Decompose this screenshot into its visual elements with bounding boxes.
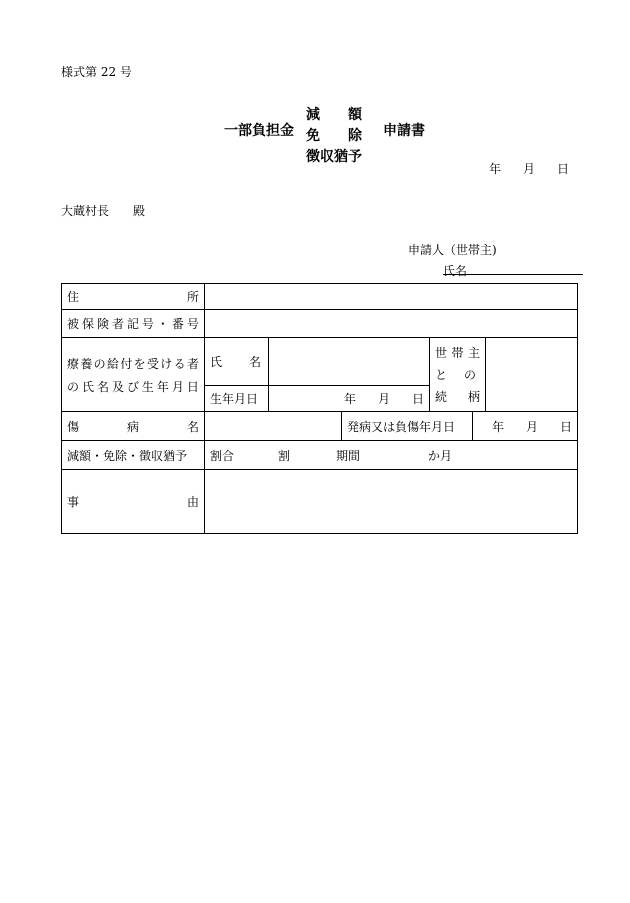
onset-label: 発病又は負傷年月日 [347, 419, 456, 434]
onset-date-value[interactable] [473, 412, 578, 441]
insurance-label-cell [62, 310, 205, 338]
title-option-exemption: 免 除 [306, 128, 362, 144]
relation-value[interactable] [486, 338, 578, 412]
birth-day: 日 [411, 392, 424, 406]
insurance-label: 被 保 険 者 記 号 ・ 番 号 [67, 317, 199, 331]
relation-label-line2: と の [435, 368, 476, 382]
birth-month: 月 [377, 392, 390, 406]
reason-label: 事 由 [67, 495, 199, 509]
reason-row [62, 470, 578, 534]
birth-date-value[interactable] [269, 386, 430, 412]
relation-label-cell [430, 338, 486, 412]
period-label: 期間 [336, 448, 361, 463]
reason-value[interactable] [205, 470, 578, 534]
ratio-label: 割合 [210, 448, 235, 463]
onset-label-cell [342, 412, 473, 441]
birth-label: 生年月日 [210, 392, 259, 406]
application-date [489, 160, 569, 177]
disease-value[interactable] [205, 412, 342, 441]
period-unit: か月 [428, 448, 453, 463]
date-month: 月 [523, 162, 536, 176]
onset-month: 月 [526, 419, 539, 434]
patient-name-label-cell [205, 338, 269, 386]
date-year: 年 [489, 162, 502, 176]
title-option-reduction: 減 額 [306, 107, 362, 123]
patient-row-1 [62, 338, 578, 386]
birth-year: 年 [343, 392, 356, 406]
disease-label: 傷 病 名 [67, 419, 199, 434]
disease-row [62, 412, 578, 441]
applicant-label: 申請人（世帯主) [408, 243, 497, 257]
relation-label-line3: 続 柄 [435, 390, 480, 404]
addressee: 大蔵村長 殿 [61, 204, 146, 218]
title-option-deferral: 徴収猶予 [306, 149, 362, 165]
patient-label-line1: 療 養 の 給 付 を 受 け る 者 [67, 356, 199, 371]
application-form-table [61, 283, 578, 534]
type-label-cell [62, 441, 205, 470]
title-prefix: 一部負担金 [224, 123, 294, 139]
applicant-name-label: 氏名 [443, 264, 468, 278]
reason-label-cell [62, 470, 205, 534]
applicant-name-line [443, 274, 583, 275]
ratio-unit: 割 [278, 448, 291, 463]
patient-name-label: 氏 名 [210, 355, 261, 369]
address-label: 住 所 [67, 290, 199, 304]
birth-label-cell [205, 386, 269, 412]
date-day: 日 [557, 162, 570, 176]
insurance-value[interactable] [205, 310, 578, 338]
type-label: 減額・免除・徴収猶予 [67, 448, 188, 463]
patient-label-cell [62, 338, 205, 412]
relation-label-line1: 世 帯 主 [435, 346, 480, 360]
patient-name-value[interactable] [269, 338, 430, 386]
title-suffix: 申請書 [383, 123, 425, 139]
form-number: 様式第 22 号 [61, 65, 132, 79]
type-value[interactable] [205, 441, 578, 470]
address-label-cell [62, 284, 205, 310]
onset-year: 年 [492, 419, 505, 434]
address-row [62, 284, 578, 310]
address-value[interactable] [205, 284, 578, 310]
insurance-row [62, 310, 578, 338]
onset-day: 日 [560, 419, 573, 434]
disease-label-cell [62, 412, 205, 441]
patient-label-line2: の 氏 名 及 び 生 年 月 日 [67, 379, 199, 394]
type-row [62, 441, 578, 470]
